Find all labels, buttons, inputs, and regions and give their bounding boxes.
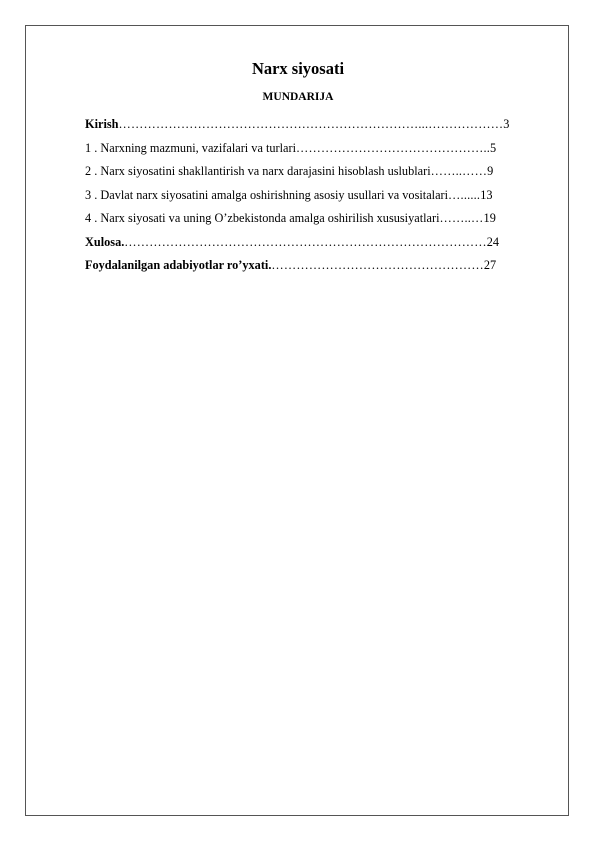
toc-leader-dots: ……………………………………….. (296, 140, 491, 155)
toc-page-number: 19 (483, 211, 496, 225)
toc-entry-section-1[interactable] (85, 137, 553, 161)
toc-page-number: 9 (487, 164, 494, 178)
toc-page-number: 24 (486, 234, 500, 249)
toc-entry-references[interactable] (85, 254, 553, 278)
toc-entry-label: 3 . Davlat narx siyosatini amalga oshirishning asosiy usullari va vositalari (85, 187, 449, 202)
toc-entry-label: Xulosa. (85, 234, 125, 249)
toc-page-number: 3 (503, 117, 510, 131)
table-of-contents (85, 113, 553, 278)
toc-page-number: 5 (490, 140, 497, 155)
toc-entry-xulosa[interactable] (85, 231, 553, 255)
toc-leader-dots: …………………………………………………………………………… (124, 234, 487, 249)
document-title: Narx siyosati (251, 59, 345, 78)
toc-entry-kirish[interactable] (85, 113, 553, 137)
toc-leader-dots: ……..…… (430, 164, 488, 178)
toc-entry-section-3[interactable] (85, 184, 553, 208)
toc-heading: MUNDARIJA (262, 91, 334, 103)
toc-entry-label: Kirish (85, 117, 119, 131)
toc-entry-label: 1 . Narxning mazmuni, vazifalari va turlari (85, 140, 297, 155)
toc-leader-dots: ……..… (439, 211, 484, 225)
toc-leader-dots: …...... (448, 187, 481, 202)
toc-entry-label: Foydalanilgan adabiyotlar ro’yxati. (85, 258, 272, 272)
toc-entry-section-2[interactable] (85, 160, 553, 184)
toc-entry-label: 4 . Narx siyosati va uning O’zbekistonda amalga oshirilish xususiyatlari (85, 211, 440, 225)
toc-leader-dots: ………………………………………………………………...……………… (118, 117, 504, 131)
toc-entry-section-4[interactable] (85, 207, 553, 231)
toc-leader-dots: …………………………………………… (271, 258, 484, 272)
toc-page-number: 13 (480, 187, 493, 202)
toc-page-number: 27 (483, 258, 497, 272)
toc-entry-label: 2 . Narx siyosatini shakllantirish va narx darajasini hisoblash uslublari (85, 164, 431, 178)
